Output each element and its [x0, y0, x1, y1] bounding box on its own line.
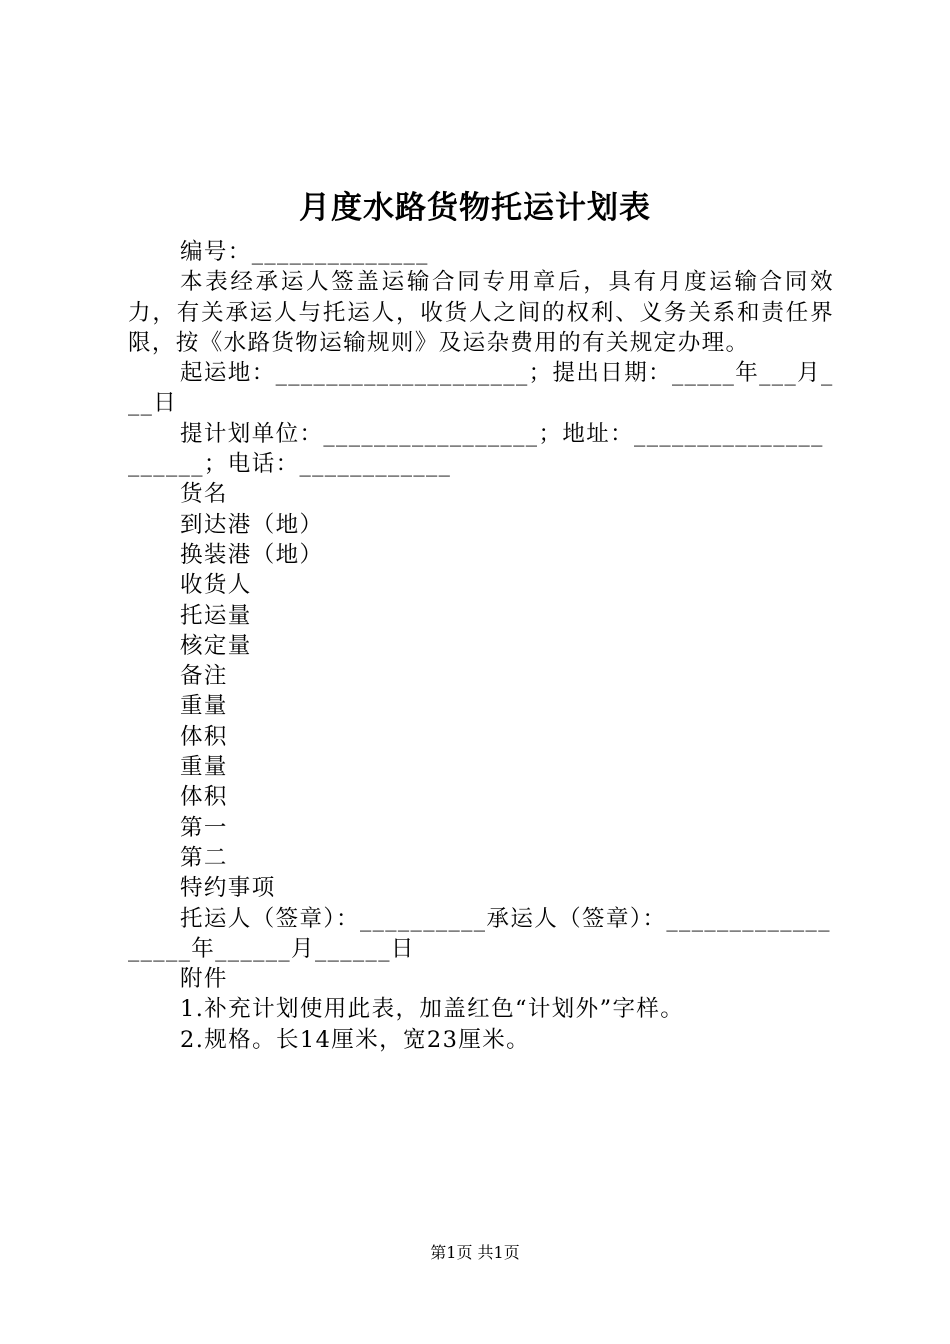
attachment-note-1: 1.补充计划使用此表，加盖红色“计划外”字样。: [180, 996, 685, 1023]
attachment-note-2: 2.规格。长14厘米，宽23厘米。: [180, 1026, 531, 1053]
item-transfer-port: 换装港（地）: [180, 541, 324, 568]
item-weight: 重量: [180, 754, 228, 781]
item-weight: 重量: [180, 693, 228, 720]
item-special-terms: 特约事项: [180, 875, 276, 902]
page-footer: 第1页 共1页: [430, 1243, 520, 1262]
item-volume: 体积: [180, 723, 228, 750]
item-destination-port: 到达港（地）: [180, 511, 324, 538]
intro-paragraph: 本表经承运人签盖运输合同专用章后，具有月度运输合同效力，有关承运人与托运人，收货人之间的权利、义务关系和责任界限，按《水路货物运输规则》及运杂费用的有关规定办理。: [128, 269, 834, 356]
serial-number-line: 编号：______________: [180, 239, 429, 265]
item-goods-name: 货名: [180, 481, 228, 508]
signature-line: 托运人（签章）：__________承运人（签章）：__________________年______月______日: [128, 905, 831, 962]
origin-date-line: 起运地：____________________；提出日期：_____年___月___日: [128, 360, 834, 417]
item-shipping-volume: 托运量: [180, 602, 252, 629]
planning-unit-line: 提计划单位：_________________；地址：_____________________；电话：____________: [128, 420, 824, 478]
document-title: 月度水路货物托运计划表: [299, 190, 651, 226]
item-volume: 体积: [180, 784, 228, 811]
item-remarks: 备注: [180, 663, 228, 690]
document-body: [128, 237, 834, 1055]
item-first: 第一: [180, 814, 228, 841]
item-second: 第二: [180, 844, 228, 871]
item-consignee: 收货人: [180, 572, 252, 599]
attachment-heading: 附件: [180, 966, 228, 993]
item-approved-volume: 核定量: [180, 632, 252, 659]
